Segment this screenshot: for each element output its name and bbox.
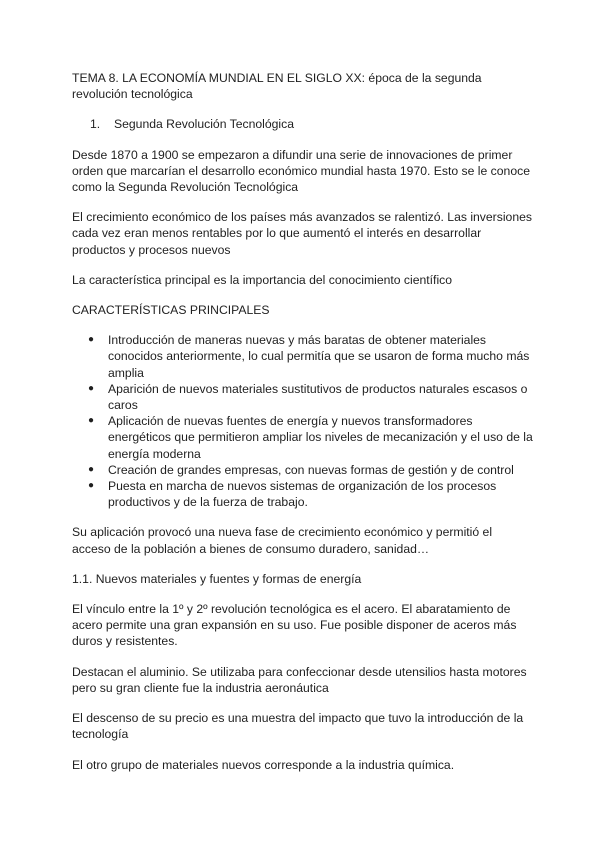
bullet-icon: ● [88, 382, 95, 394]
characteristics-list [72, 332, 534, 510]
list-item [88, 332, 534, 381]
section-number: 1. [90, 117, 101, 132]
bullet-icon: ● [88, 415, 95, 427]
paragraph-main-feature: La característica principal es la importancia del conocimiento científico [72, 272, 453, 287]
list-item-text: Introducción de maneras nuevas y más baratas de obtener materiales conocidos anteriormente, lo cual permitía que se usaron de forma mucho más amplia [108, 333, 530, 380]
section-heading-text: Segunda Revolución Tecnológica [114, 117, 295, 132]
list-item-text: Aplicación de nuevas fuentes de energía y nuevos transformadores energéticos que permitieron ampliar los niveles de mecanización y el uso de la energía moderna [108, 414, 533, 461]
section-heading [90, 116, 534, 132]
list-item [88, 413, 534, 462]
subsection-heading: 1.1. Nuevos materiales y fuentes y formas de energía [72, 571, 362, 586]
bullet-icon: ● [88, 463, 95, 475]
paragraph-steel: El vínculo entre la 1º y 2º revolución tecnológica es el acero. El abaratamiento de acero permite una gran expansión en su uso. Fue posible disponer de aceros más duros y resistentes. [72, 602, 517, 649]
paragraph-price: El descenso de su precio es una muestra del impacto que tuvo la introducción de la tecnología [72, 711, 524, 742]
bullet-icon: ● [88, 480, 95, 492]
bullet-icon: ● [88, 334, 95, 346]
document-page [72, 70, 534, 787]
paragraph-chemistry: El otro grupo de materiales nuevos corresponde a la industria química. [72, 757, 455, 772]
paragraph-growth: El crecimiento económico de los países más avanzados se ralentizó. Las inversiones cada vez eran menos rentables por lo que aumentó el interés en desarrollar productos y procesos nuevos [72, 210, 532, 257]
list-item [88, 462, 534, 478]
list-item-text: Aparición de nuevos materiales sustitutivos de productos naturales escasos o caros [108, 381, 528, 413]
paragraph-aluminium: Destacan el aluminio. Se utilizaba para confeccionar desde utensilios hasta motores pero su gran cliente fue la industria aeronáutica [72, 664, 527, 695]
characteristics-heading: CARACTERÍSTICAS PRINCIPALES [72, 303, 270, 318]
list-item [88, 478, 534, 510]
paragraph-consequences: Su aplicación provocó una nueva fase de crecimiento económico y permitió el acceso de la población a bienes de consumo duradero, sanidad… [72, 525, 493, 556]
list-item-text: Creación de grandes empresas, con nuevas formas de gestión y de control [108, 462, 514, 477]
paragraph-intro: Desde 1870 a 1900 se empezaron a difundir una serie de innovaciones de primer orden que marcarían el desarrollo económico mundial hasta 1970. Esto se le conoce como la Segunda Revolución Tecnológica [72, 147, 530, 195]
list-item [88, 381, 534, 413]
document-title: TEMA 8. LA ECONOMÍA MUNDIAL EN EL SIGLO XX: época de la segunda revolución tecnológica [72, 71, 482, 102]
list-item-text: Puesta en marcha de nuevos sistemas de organización de los procesos productivos y de la fuerza de trabajo. [108, 479, 497, 510]
